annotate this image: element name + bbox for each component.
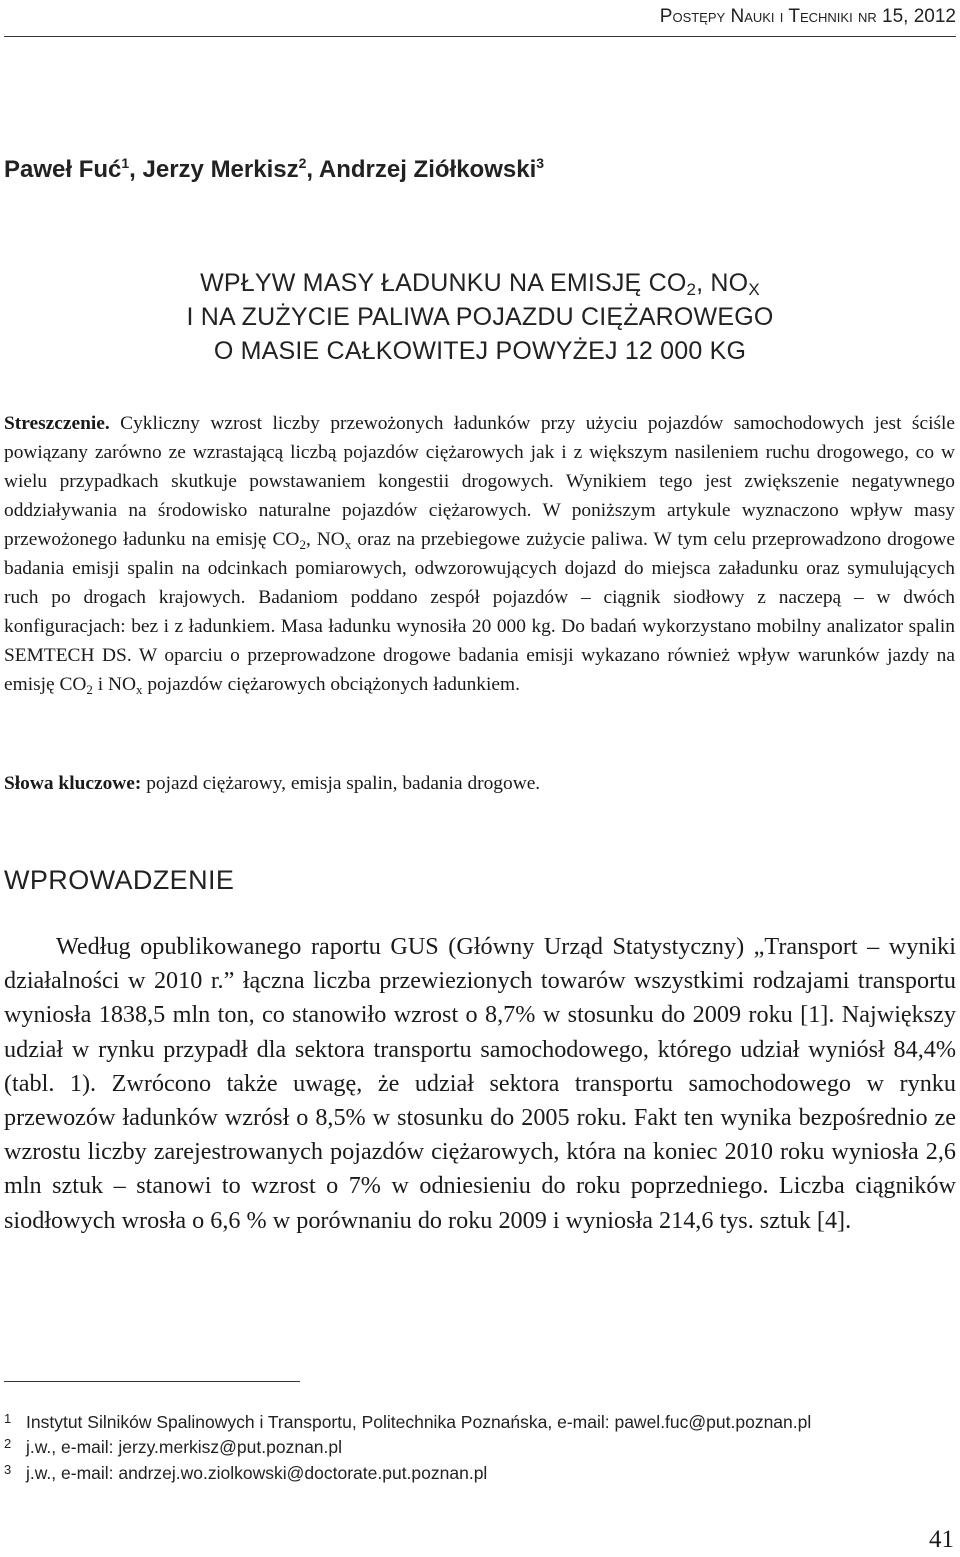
journal-issue: 15, 2012: [876, 6, 956, 27]
header-rule: [4, 36, 956, 37]
author-affiliation-mark: 2: [298, 155, 307, 171]
title-line-1: WPŁYW MASY ŁADUNKU NA EMISJĘ $CO_2$, $NO_X$: [200, 268, 760, 299]
footnote-text: j.w., e-mail: jerzy.merkisz@put.poznan.pl: [26, 1437, 343, 1457]
title-line-3: O MASIE CAŁKOWITEJ POWYŻEJ 12 000 KG: [213, 336, 747, 365]
running-head: [0, 6, 960, 28]
footnote-rule: [4, 1381, 300, 1382]
author-separator: ,: [306, 156, 319, 183]
footnote-number: 1: [4, 1411, 12, 1426]
keywords: [4, 773, 955, 795]
title-line-2: I NA ZUŻYCIE PALIWA POJAZDU CIĘŻAROWEGO: [186, 302, 774, 331]
page-number: 41: [929, 1526, 954, 1553]
journal-name: Postępy Nauki i Techniki nr: [659, 6, 877, 27]
abstract: Streszczenie. Cykliczny wzrost liczby przewożonych ładunków przy użyciu pojazdów samochodowych jest ściśle powiązany zarówno ze wzrastającą liczbą pojazdów ciężarowych jak i z większym nasileniem ruchu drogowego, co w wielu przypadkach skutkuje powstawaniem kongestii drogowych. Wynikiem tego jest zwiększenie negatywnego oddziaływania na środowisko naturalne pojazdów ciężarowych. W poniższym artykule wyznaczono wpływ masy przewożonego ładunku na emisję $CO_2$, $NO_x$ oraz na przebiegowe zużycie paliwa. W tym celu przeprowadzono drogowe badania emisji spalin na odcinkach pomiarowych, odwzorowujących dojazd do miejsca załadunku oraz symulujących ruch po drogach krajowych. Badaniom poddano zespół pojazdów – ciągnik siodłowy z naczepą – w dwóch konfiguracjach: bez i z ładunkiem. Masa ładunku wynosiła 20 000 kg. Do badań wykorzystano mobilny analizator spalin SEMTECH DS. W oparciu o przeprowadzone drogowe badania emisji wykazano również wpływ warunków jazdy na emisję $CO_2$ i $NO_x$ pojazdów ciężarowych obciążonych ładunkiem.: [4, 413, 956, 697]
author-name: Jerzy Merkisz: [142, 156, 299, 183]
footnote: [4, 1462, 487, 1484]
footnote-number: 2: [4, 1436, 12, 1451]
introduction-paragraph: Według opublikowanego raportu GUS (Główny Urząd Statystyczny) „Transport – wyniki działalności w 2010 r.” łączna liczba przewiezionych towarów wszystkimi rodzajami transportu wyniosła 1838,5 mln ton, co stanowiło wzrost o 8,7% w stosunku do 2009 roku [1]. Największy udział w rynku przypadł dla sektora transportu samochodowego, którego udział wyniósł 84,4% (tabl. 1). Zwrócono także uwagę, że udział sektora transportu samochodowego w rynku przewozów ładunków wzrósł o 8,5% w stosunku do 2005 roku. Fakt ten wynika bezpośrednio ze wzrostu liczby zarejestrowanych pojazdów ciężarowych, która na koniec 2010 roku wyniosła 2,6 mln sztuk – stanowi to wzrost o 7% w odniesieniu do roku poprzedniego. Liczba ciągników siodłowych wrosła o 6,6 % w porównaniu do roku 2009 i wyniosła 214,6 tys. sztuk [4].: [4, 933, 956, 1234]
section-heading: WPROWADZENIE: [4, 865, 235, 895]
footnote-text: j.w., e-mail: andrzej.wo.ziolkowski@doctorate.put.poznan.pl: [26, 1463, 488, 1483]
footnote: [4, 1436, 342, 1458]
author-affiliation-mark: 1: [121, 155, 130, 171]
paper-title: [0, 266, 960, 368]
author-name: Andrzej Ziółkowski: [318, 156, 537, 183]
keywords-label: Słowa kluczowe:: [4, 773, 142, 794]
footnote-text: Instytut Silników Spalinowych i Transportu, Politechnika Poznańska, e-mail: pawel.fuc@put.poznan.pl: [26, 1412, 812, 1432]
abstract-label: Streszczenie.: [4, 413, 110, 434]
author-affiliation-mark: 3: [536, 155, 545, 171]
footnote-number: 3: [4, 1462, 12, 1477]
author-name: Paweł Fuć: [4, 156, 122, 183]
author-line: [4, 155, 544, 184]
footnote: [4, 1411, 811, 1433]
keywords-text: pojazd ciężarowy, emisja spalin, badania drogowe.: [141, 773, 541, 794]
author-separator: ,: [129, 156, 143, 183]
